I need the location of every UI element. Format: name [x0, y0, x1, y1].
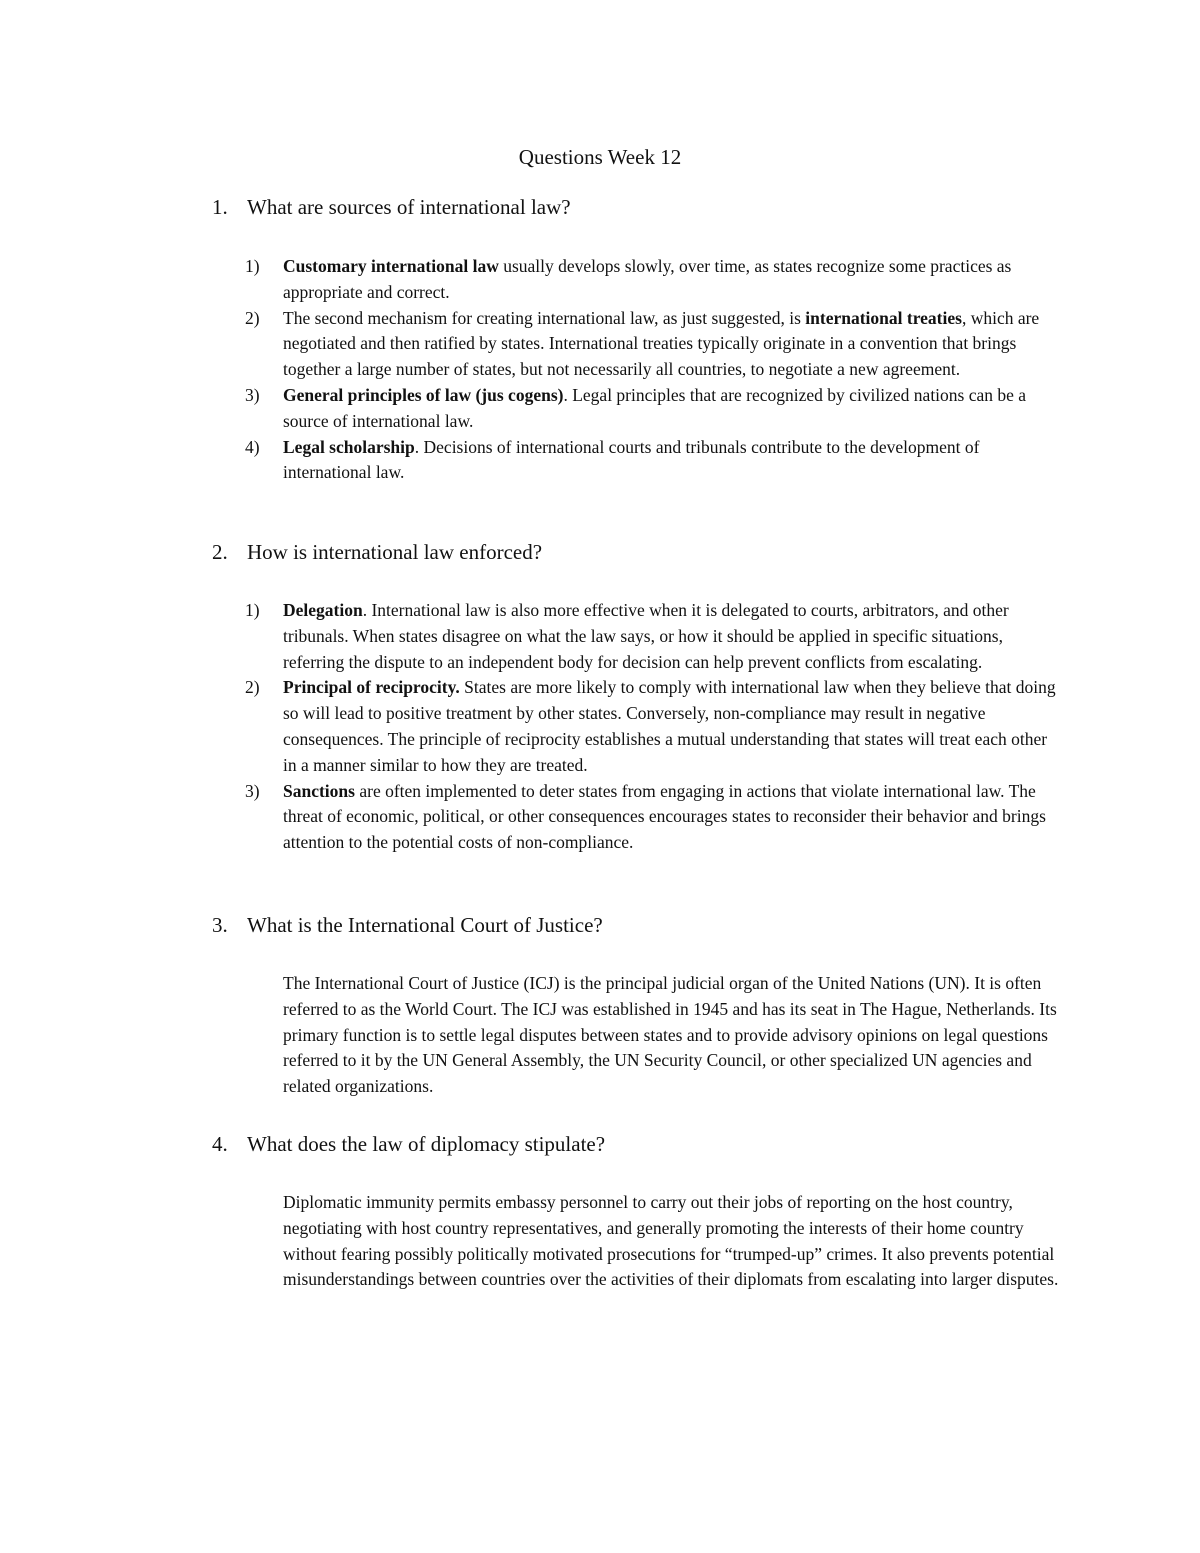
item-text-lead: The second mechanism for creating international law, as just suggested, is	[283, 307, 806, 328]
item-text: are often implemented to deter states from engaging in actions that violate international law. The threat of economic, political, or other consequences encourages states to reconsider their behavior and brings attention to the potential costs of non-compliance.	[283, 780, 1046, 853]
question-text: How is international law enforced?	[247, 540, 543, 564]
list-marker: 1)	[245, 600, 260, 620]
key-term: Principal of reciprocity.	[283, 677, 460, 698]
list-marker: 2)	[245, 677, 260, 698]
question-number: 4.	[212, 1132, 228, 1156]
list-item	[245, 435, 1060, 487]
question-number: 1.	[212, 195, 228, 219]
key-term: General principles of law (jus cogens)	[283, 384, 564, 405]
list-marker: 4)	[245, 436, 260, 457]
item-text: usually develops slowly, over time, as states recognize some practices as appropriate and correct.	[283, 256, 1012, 302]
question-number: 2.	[212, 540, 228, 564]
answer-paragraph: The International Court of Justice (ICJ) is the principal judicial organ of the United Nations (UN). It is often referred to as the World Court. The ICJ was established in 1945 and has its seat in The Hague, Netherlands. Its primary function is to settle legal disputes between states and to provide advisory opinions on legal questions referred to it by the UN General Assembly, the UN Security Council, or other specialized UN agencies and related organizations.	[283, 973, 1057, 1097]
list-marker: 2)	[245, 307, 260, 328]
item-text: . Legal principles that are recognized by civilized nations can be a source of international law.	[283, 384, 1027, 431]
list-item	[245, 779, 1060, 856]
item-text: . Decisions of international courts and tribunals contribute to the development of international law.	[283, 436, 980, 483]
list-item	[245, 383, 1060, 435]
key-term: international treaties	[805, 307, 962, 328]
question-text: What does the law of diplomacy stipulate?	[247, 1132, 606, 1156]
answer-paragraph: Diplomatic immunity permits embassy personnel to carry out their jobs of reporting on the host country, negotiating with host country representatives, and generally promoting the interests of their home country without fearing possibly politically motivated prosecutions for “trumped-up” crimes. It also prevents potential misunderstandings between countries over the activities of their diplomats from escalating into larger disputes.	[283, 1192, 1059, 1290]
list-marker: 3)	[245, 780, 260, 801]
item-text: States are more likely to comply with international law when they believe that doing so will lead to positive treatment by other states. Conversely, non-compliance may result in negative consequences. The principle of reciprocity establishes a mutual understanding that states will treat each other in a manner similar to how they are treated.	[283, 677, 1056, 775]
list-item	[245, 306, 1060, 383]
question-2-answer-list	[245, 598, 1060, 856]
list-marker: 1)	[245, 256, 260, 276]
item-text: . International law is also more effective when it is delegated to courts, arbitrators, and other tribunals. When states disagree on what the law says, or how it should be applied in specific situations, referring the dispute to an independent body for decision can help prevent conflicts from escalating.	[283, 600, 1009, 672]
list-item	[245, 675, 1060, 778]
list-item	[245, 254, 1060, 306]
question-text: What is the International Court of Justice?	[247, 913, 603, 937]
question-number: 3.	[212, 913, 228, 937]
key-term: Customary international law	[283, 256, 499, 276]
question-text: What are sources of international law?	[247, 195, 571, 219]
item-text: , which are negotiated and then ratified by states. International treaties typically originate in a convention that brings together a large number of states, but not necessarily all countries, to negotiate a new agreement.	[283, 307, 1040, 380]
list-item	[245, 598, 1060, 675]
question-1-answer-list	[245, 254, 1060, 486]
document-title: Questions Week 12	[518, 145, 682, 169]
key-term: Legal scholarship	[283, 436, 415, 457]
key-term: Delegation	[283, 600, 363, 620]
list-marker: 3)	[245, 384, 260, 405]
key-term: Sanctions	[283, 780, 355, 801]
